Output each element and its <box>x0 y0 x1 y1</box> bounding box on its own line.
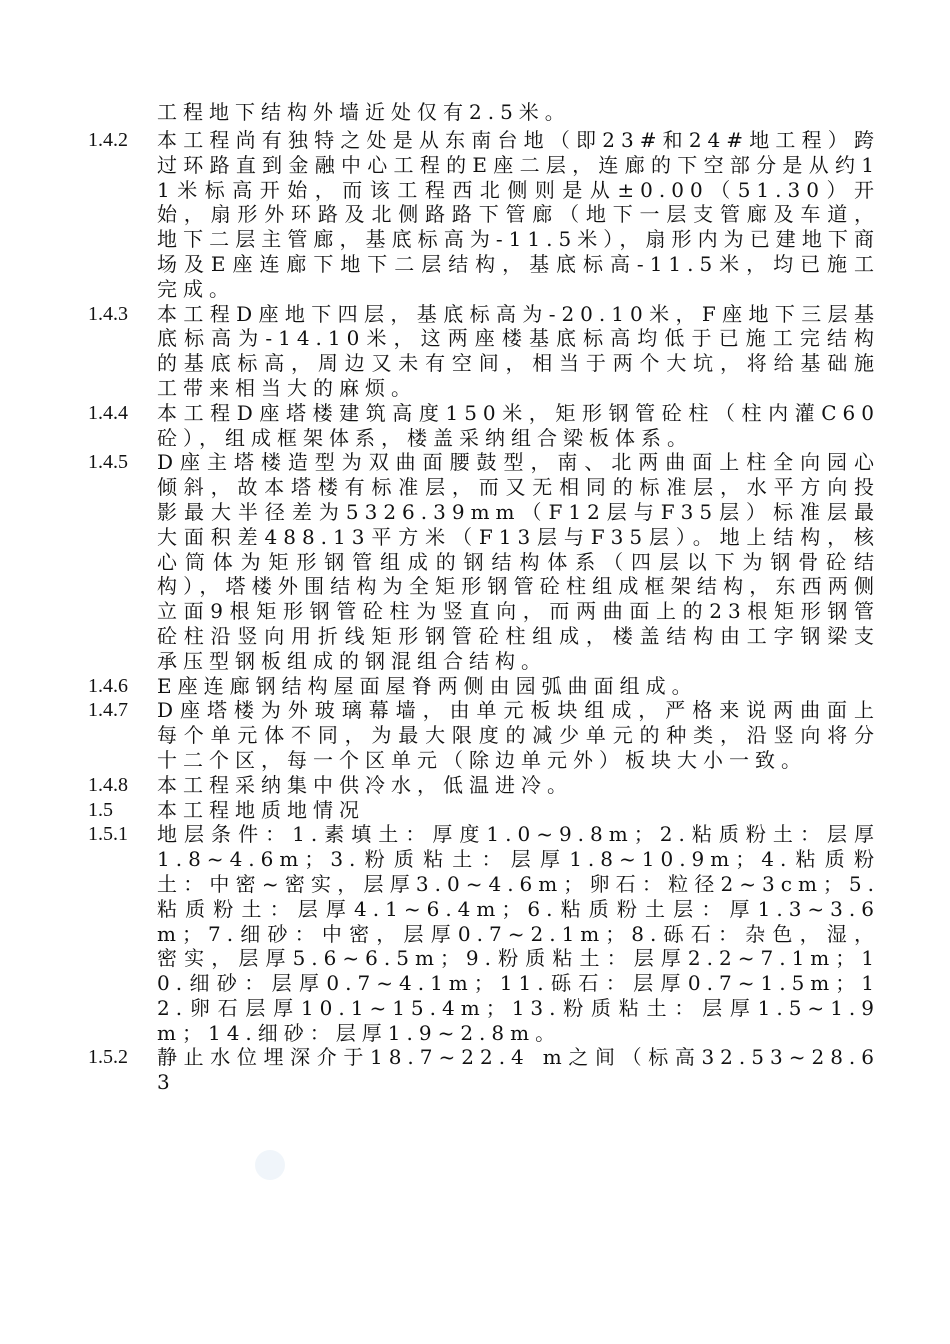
item-number: 1.5 <box>88 798 113 821</box>
item-number: 1.4.7 <box>88 699 128 722</box>
item-text: E座连廊钢结构屋面屋脊两侧由园弧曲面组成。 <box>157 673 698 698</box>
item-text: 静止水位埋深介于18.7~22.4 m之间（标高32.53~28.63 <box>157 1045 880 1095</box>
numbered-items <box>0 128 950 1095</box>
item-text: 本工程D座地下四层，基底标高为-20.10米，F座地下三层基底标高为-14.10米，这两座楼基底标高均低于已施工完结构的基底标高，周边又未有空间，相当于两个大坑，将给基础施工带来相当大的麻烦。 <box>157 301 880 400</box>
item-1-4-7 <box>0 698 950 772</box>
item-1-4-5 <box>0 450 950 673</box>
item-text: 地层条件：1.素填土：厚度1.0~9.8m；2.粘质粉土：层厚1.8~4.6m；3.粉质粘土：层厚1.8~10.9m；4.粘质粉土：中密~密实，层厚3.0~4.6m；卵石：粒径2~3cm；5.粘质粉土：层厚4.1~6.4m；6.粘质粉土层：厚1.3~3.6m；7.细砂：中密，层厚0.7~2.1m；8.砾石：杂色，湿，密实，层厚5.6~6.5m；9.粉质粘土：层厚2.2~7.1m；10.细砂：层厚0.7~4.1m；11.砾石：层厚0.7~1.5m；12.卵石层厚10.1~15.4m；13.粉质粘土：层厚1.5~1.9m；14.细砂：层厚1.9~2.8m。 <box>157 822 880 1045</box>
item-1-4-8 <box>0 773 950 798</box>
item-text: 本工程地质地情况 <box>157 797 365 822</box>
item-number: 1.4.6 <box>88 674 128 697</box>
watermark-mark <box>255 1150 285 1180</box>
item-1-4-6 <box>0 674 950 699</box>
item-text: 本工程采纳集中供冷水，低温进冷。 <box>157 772 573 797</box>
item-1-4-2 <box>0 128 950 302</box>
item-number: 1.4.3 <box>88 302 128 325</box>
item-1-4-4 <box>0 401 950 451</box>
item-1-4-3 <box>0 302 950 401</box>
continuation-paragraph: 工程地下结构外墙近处仅有2.5米。 <box>157 100 571 124</box>
item-1-5-1 <box>0 822 950 1045</box>
item-number: 1.4.8 <box>88 773 128 796</box>
section-heading-1-5 <box>0 798 950 823</box>
item-number: 1.4.4 <box>88 401 128 424</box>
item-number: 1.4.2 <box>88 129 128 151</box>
item-number: 1.5.2 <box>88 1046 128 1069</box>
item-1-5-2 <box>0 1045 950 1095</box>
item-text: 本工程尚有独特之处是从东南台地（即23#和24#地工程）跨过环路直到金融中心工程的E座二层，连廊的下空部分是从约11米标高开始，而该工程西北侧则是从±0.00（51.30）开始，扇形外环路及北侧路路下管廊（地下一层支管廊及车道，地下二层主管廊，基底标高为-11.5米），扇形内为已建地下商场及E座连廊下地下二层结构，基底标高-11.5米，均已施工完成。 <box>157 128 880 301</box>
item-text: 本工程D座塔楼建筑高度150米，矩形钢管砼柱（柱内灌C60砼），组成框架体系，楼盖采纳组合梁板体系。 <box>157 400 880 450</box>
item-text: D座主塔楼造型为双曲面腰鼓型，南、北两曲面上柱全向园心倾斜，故本塔楼有标准层，而又无相同的标准层，水平方向投影最大半径差为5326.39mm（F12层与F35层）标准层最大面积差488.13平方米（F13层与F35层）。地上结构，核心筒体为矩形钢管组成的钢结构体系（四层以下为钢骨砼结构），塔楼外围结构为全矩形钢管砼柱组成框架结构，东西两侧立面9根矩形钢管砼柱为竖直向，而两曲面上的23根矩形钢管砼柱沿竖向用折线矩形钢管砼柱组成，楼盖结构由工字钢梁支承压型钢板组成的钢混组合结构。 <box>157 450 880 673</box>
item-text: D座塔楼为外玻璃幕墙，由单元板块组成，严格来说两曲面上每个单元体不同，为最大限度的减少单元的种类，沿竖向将分十二个区，每一个区单元（除边单元外）板块大小一致。 <box>157 698 880 772</box>
item-number: 1.5.1 <box>88 823 128 846</box>
item-number: 1.4.5 <box>88 451 128 474</box>
